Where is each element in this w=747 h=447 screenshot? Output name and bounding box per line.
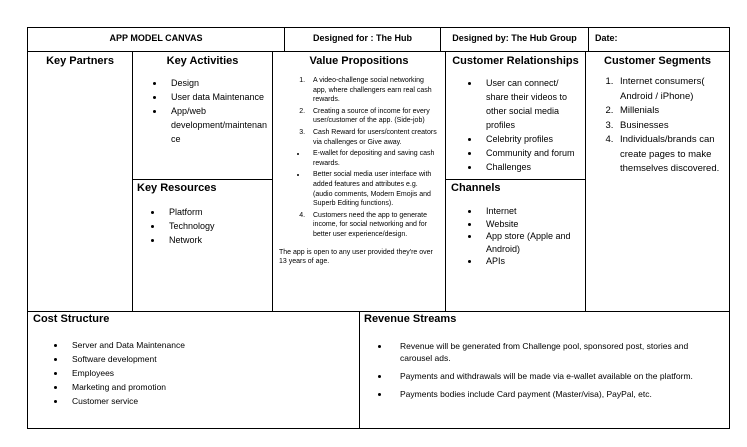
cost-structure-list <box>28 338 359 408</box>
key-partners-section <box>27 51 133 312</box>
key-partners-title: Key Partners <box>46 55 114 67</box>
list-item: 4. Individuals/brands can create pages to make themselves discovered. <box>616 133 723 177</box>
list-item: • E-wallet for depositing and saving cash rewards. <box>307 149 437 168</box>
list-item: • App/web development/maintenan ce <box>165 104 268 146</box>
list-item: 1. Internet consumers( Android / iPhone) <box>616 75 723 104</box>
value-propositions-list-continued <box>273 211 445 240</box>
list-item: • Website <box>480 218 581 231</box>
key-activities-section <box>132 51 273 180</box>
date-label: Date: <box>595 33 618 43</box>
designed-by: Designed by: The Hub Group <box>452 33 577 43</box>
value-propositions-note: The app is open to any user provided they're over 13 years of age. <box>279 248 433 266</box>
canvas-title-cell <box>27 27 285 52</box>
key-resources-list <box>133 205 272 247</box>
value-propositions-section <box>272 51 446 312</box>
value-propositions-list <box>273 76 445 147</box>
customer-relationships-title: Customer Relationships <box>452 55 579 67</box>
revenue-streams-list <box>360 340 729 400</box>
key-resources-section <box>132 179 273 312</box>
key-resources-title: Key Resources <box>137 182 217 194</box>
list-item: • Network <box>163 233 272 247</box>
designed-for-cell <box>284 27 441 52</box>
cost-structure-section <box>27 311 360 429</box>
list-item: • User can connect/ share their videos to other social media profiles <box>480 76 581 132</box>
list-item: 1. A video-challenge social networking app, where challengers earn real cash rewards. <box>307 76 437 105</box>
customer-segments-title: Customer Segments <box>604 55 711 67</box>
value-propositions-bullets <box>273 149 445 209</box>
cost-structure-title: Cost Structure <box>33 313 110 325</box>
key-activities-list <box>133 76 272 146</box>
customer-relationships-list <box>446 76 585 174</box>
list-item: • Platform <box>163 205 272 219</box>
list-item: • User data Maintenance <box>165 90 268 104</box>
customer-relationships-section <box>445 51 586 180</box>
list-item: • Celebrity profiles <box>480 132 581 146</box>
list-item: • Internet <box>480 205 581 218</box>
customer-segments-section <box>585 51 730 312</box>
value-propositions-title: Value Propositions <box>309 55 409 67</box>
canvas-title: APP MODEL CANVAS <box>109 33 203 43</box>
channels-section <box>445 179 586 312</box>
channels-list <box>446 205 585 268</box>
list-item: • Software development <box>66 352 359 366</box>
designed-for: Designed for : The Hub <box>313 33 412 43</box>
list-item: 2. Creating a source of income for every user/customer of the app. (Side-job) <box>307 107 437 126</box>
list-item: • Payments bodies include Card payment (Master/visa), PayPal, etc. <box>390 388 721 400</box>
date-cell <box>588 27 730 52</box>
list-item: • Challenges <box>480 160 581 174</box>
list-item: • Community and forum <box>480 146 581 160</box>
list-item: 4. Customers need the app to generate income, for social networking and for better user experience/design. <box>307 211 437 240</box>
list-item: 3. Cash Reward for users/content creators via challenges or Give away. <box>307 128 437 147</box>
list-item: • Design <box>165 76 268 90</box>
list-item: • Technology <box>163 219 272 233</box>
list-item: 3. Businesses <box>616 119 723 134</box>
customer-segments-list <box>586 75 729 177</box>
list-item: • Customer service <box>66 394 359 408</box>
list-item: • Server and Data Maintenance <box>66 338 359 352</box>
channels-title: Channels <box>451 182 501 194</box>
list-item: • APIs <box>480 255 581 268</box>
list-item: • Better social media user interface with added features and attributes e.g. (audio comments, Modern Emojis and Superb Editing functions). <box>307 170 437 208</box>
revenue-streams-section <box>359 311 730 429</box>
key-activities-title: Key Activities <box>166 55 239 67</box>
list-item: • Marketing and promotion <box>66 380 359 394</box>
revenue-streams-title: Revenue Streams <box>364 313 457 325</box>
list-item: • App store (Apple and Android) <box>480 230 581 255</box>
designed-by-cell <box>440 27 589 52</box>
list-item: 2. Millenials <box>616 104 723 119</box>
list-item: • Payments and withdrawals will be made via e-wallet available on the platform. <box>390 370 721 382</box>
list-item: • Revenue will be generated from Challenge pool, sponsored post, stories and carousel ads. <box>390 340 721 364</box>
list-item: • Employees <box>66 366 359 380</box>
